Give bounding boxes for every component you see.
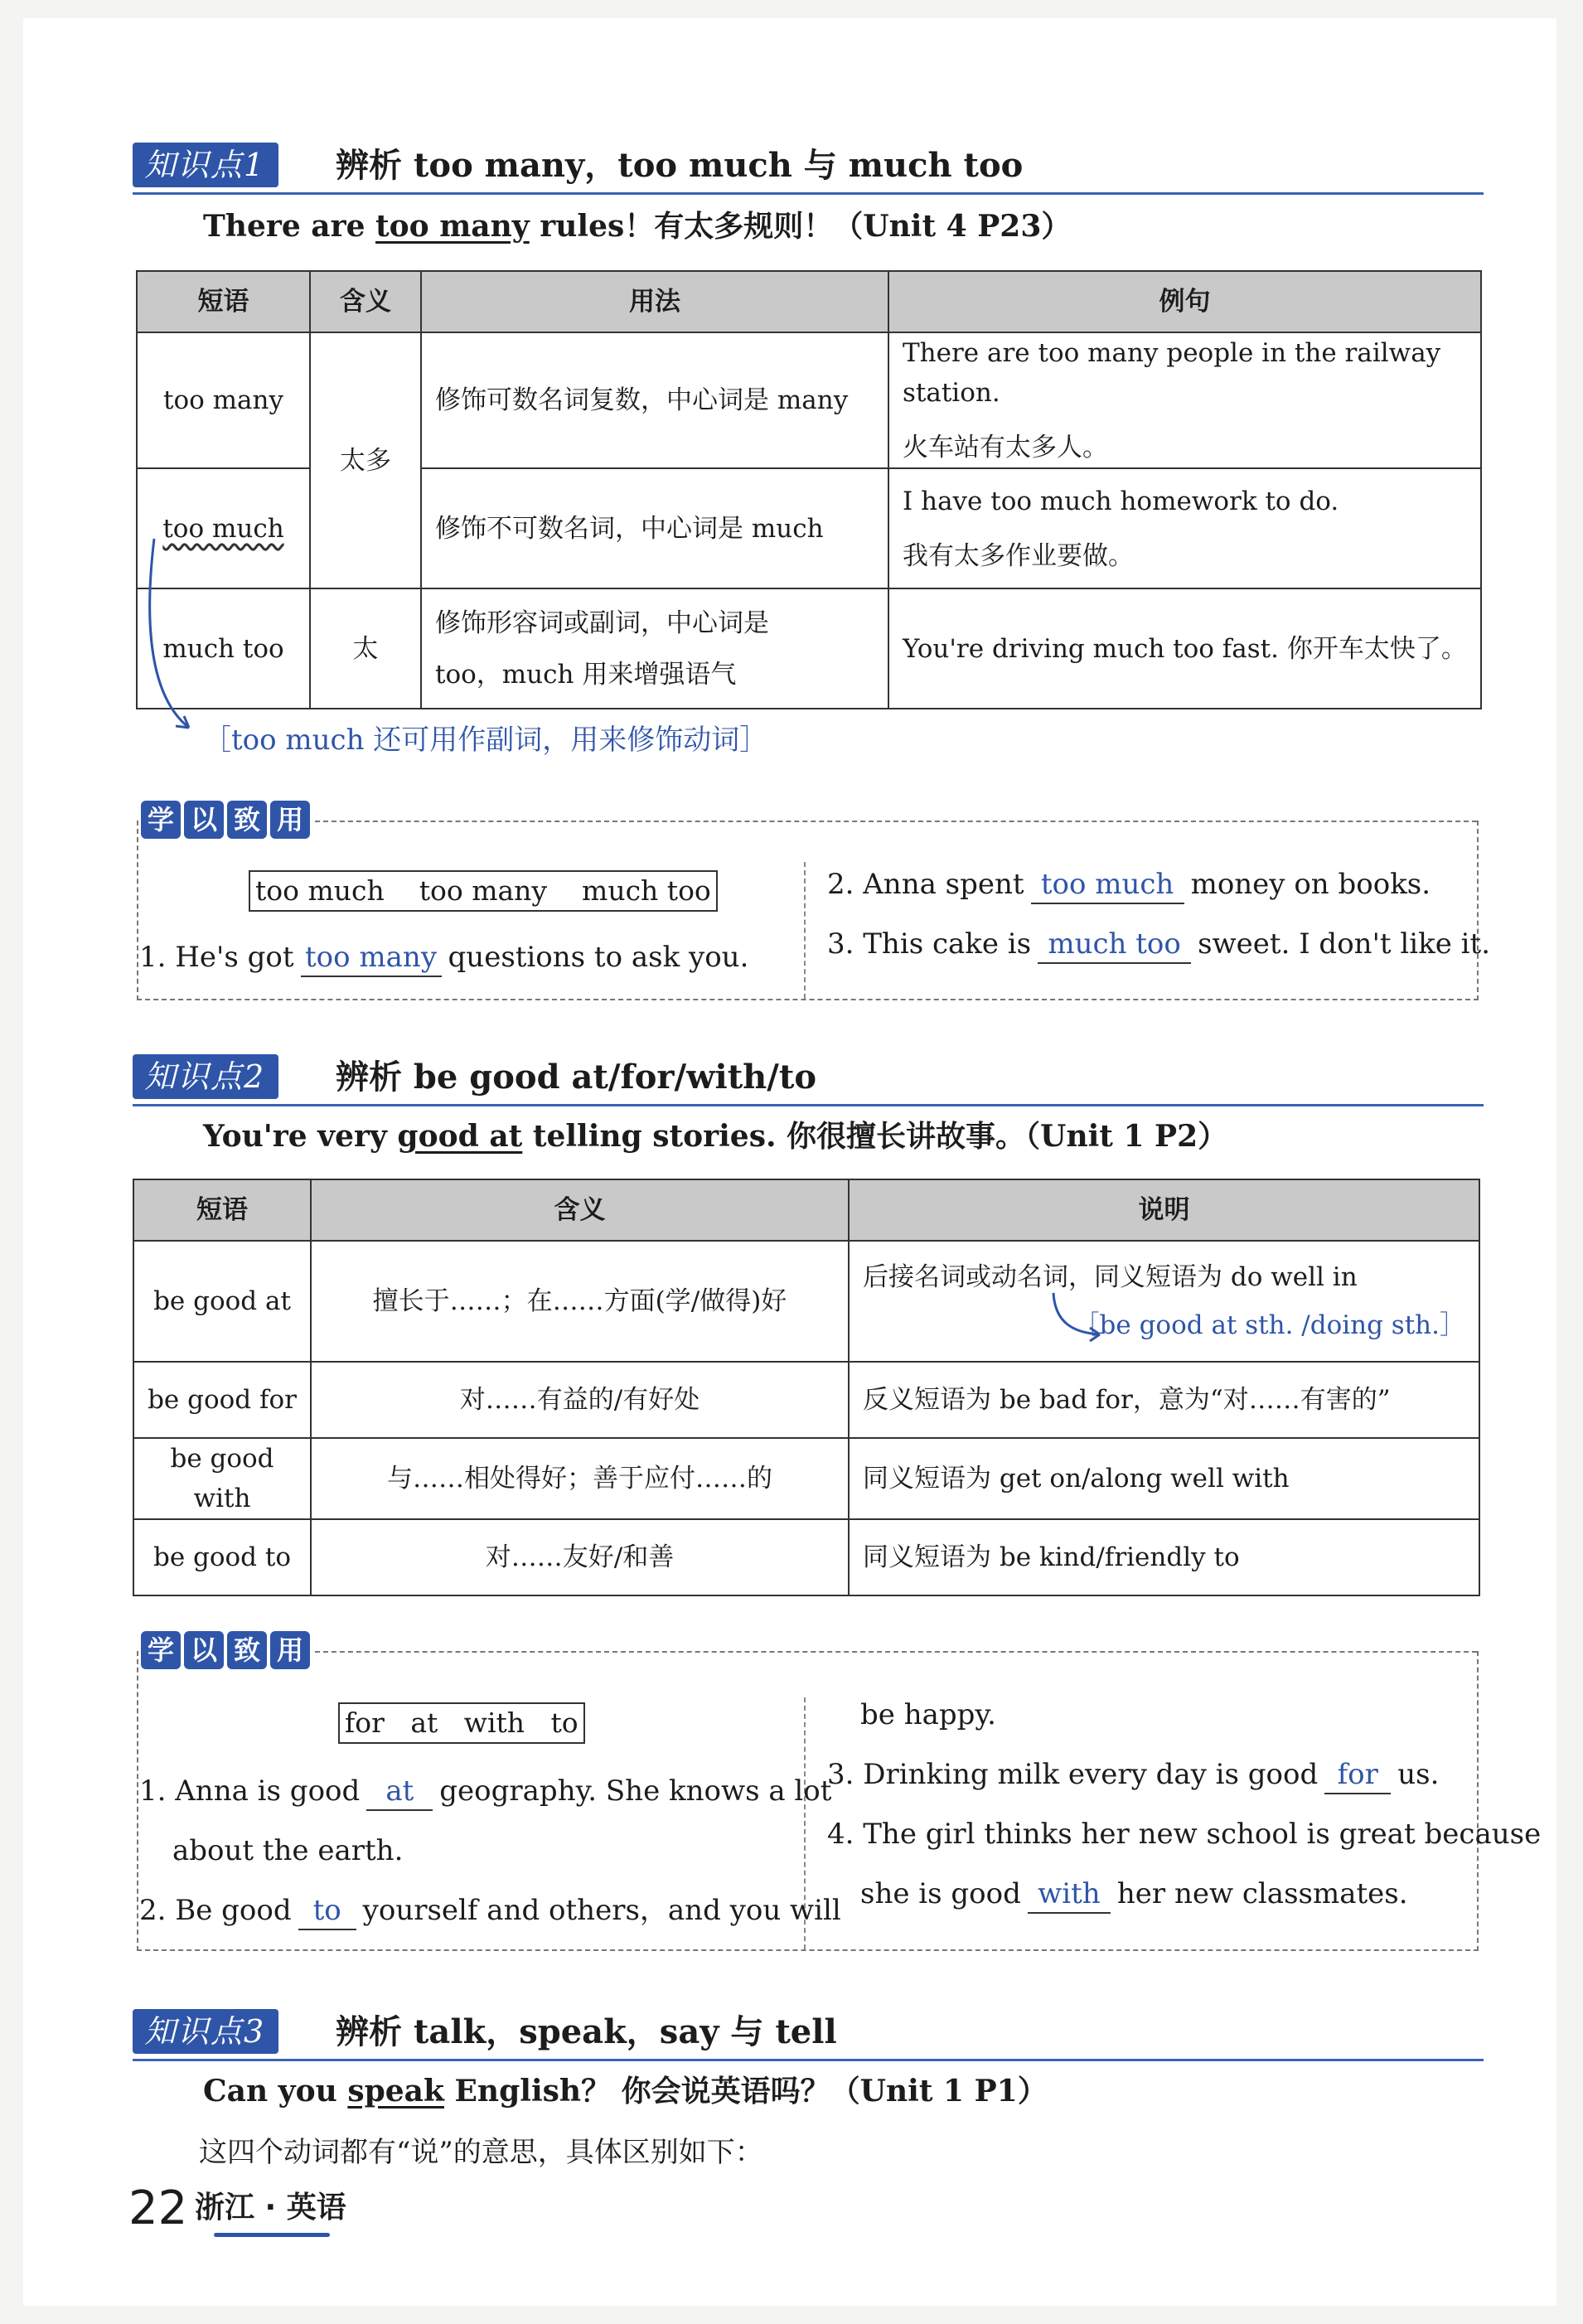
phrase-cell: be good to	[133, 1519, 311, 1595]
note-cell: 同义短语为 be kind/friendly to	[849, 1519, 1479, 1595]
meaning-cell: 太	[310, 588, 421, 709]
kp1-note: ［too much 还可用作副词，用来修饰动词］	[203, 724, 768, 757]
practice1-word-bank: too much too many much too	[249, 870, 718, 912]
kp1-table	[136, 270, 1482, 709]
table-row	[137, 588, 1481, 709]
kp2-table	[133, 1179, 1480, 1596]
kp1-header	[133, 139, 1484, 195]
kp1-header-example: 例句	[888, 271, 1481, 332]
practice2-q2-cont: be happy.	[860, 1698, 996, 1731]
practice2-q1-cont: about the earth.	[172, 1834, 404, 1867]
kp2-header-phrase: 短语	[133, 1179, 311, 1241]
practice2-top-line	[315, 1651, 1477, 1653]
arrow-icon	[141, 530, 207, 738]
answer-blank[interactable]: to	[298, 1892, 356, 1930]
phrase-cell: be good with	[133, 1438, 311, 1519]
table-row	[137, 332, 1481, 468]
practice2-q1: 1. Anna is good at geography. She knows a lot	[139, 1770, 831, 1812]
phrase-cell: too many	[137, 332, 310, 468]
footer-label: 浙江 · 英语	[195, 2191, 346, 2225]
practice1-divider	[804, 862, 806, 999]
practice2-tag: 学 以 致 用	[141, 1631, 310, 1669]
usage-cell: 修饰形容词或副词，中心词是 too，much 用来增强语气	[421, 588, 888, 709]
meaning-cell: 擅长于……；在……方面(学/做得)好	[311, 1241, 849, 1362]
example-cell: I have too much homework to do. 我有太多作业要做。	[888, 468, 1481, 588]
phrase-cell: too much	[137, 468, 310, 588]
table-row	[133, 1438, 1479, 1519]
footer-underline	[214, 2233, 330, 2237]
table-row	[133, 1362, 1479, 1438]
note-cell: 后接名词或动名词，同义短语为 do well in ［be good at sth. /doing sth.］	[849, 1241, 1479, 1362]
practice1-q3: 3. This cake is much too sweet. I don't like it.	[827, 923, 1490, 965]
practice1-tag: 学 以 致 用	[141, 801, 310, 839]
kp1-header-meaning: 含义	[310, 271, 421, 332]
kp3-title: 辨析 talk，speak，say 与 tell	[336, 2012, 837, 2051]
kp2-header-meaning: 含义	[311, 1179, 849, 1241]
meaning-cell: 太多	[310, 332, 421, 588]
example-cell: You're driving much too fast. 你开车太快了。	[888, 588, 1481, 709]
practice1-top-line	[315, 821, 1477, 822]
kp2-header-note: 说明	[849, 1179, 1479, 1241]
note-cell: 同义短语为 get on/along well with	[849, 1438, 1479, 1519]
kp1-header-usage: 用法	[421, 271, 888, 332]
usage-cell: 修饰可数名词复数，中心词是 many	[421, 332, 888, 468]
kp3-example: Can you speak English？ 你会说英语吗？（Unit 1 P1）	[203, 2074, 1048, 2109]
answer-blank[interactable]: much too	[1038, 926, 1191, 964]
table-row	[133, 1519, 1479, 1595]
practice2-q4: 4. The girl thinks her new school is great because	[827, 1818, 1542, 1851]
phrase-cell: be good at	[133, 1241, 311, 1362]
answer-blank[interactable]: at	[366, 1773, 433, 1811]
practice2-word-bank: for at with to	[338, 1702, 585, 1744]
note-cell: 反义短语为 be bad for，意为“对……有害的”	[849, 1362, 1479, 1438]
practice1-q2: 2. Anna spent too much money on books.	[827, 864, 1431, 905]
kp1-example: There are too many rules！有太多规则！（Unit 4 P23）	[203, 209, 1072, 244]
meaning-cell: 对……有益的/有好处	[311, 1362, 849, 1438]
kp1-title: 辨析 too many，too much 与 much too	[336, 146, 1024, 185]
practice2-q3: 3. Drinking milk every day is good for us.	[827, 1754, 1439, 1795]
kp1-badge: 知识点1	[133, 143, 278, 187]
kp3-badge: 知识点3	[133, 2009, 278, 2054]
kp2-header	[133, 1051, 1484, 1106]
answer-blank[interactable]: for	[1324, 1756, 1391, 1794]
kp3-intro: 这四个动词都有“说”的意思，具体区别如下：	[199, 2136, 763, 2169]
meaning-cell: 对……友好/和善	[311, 1519, 849, 1595]
answer-blank[interactable]: too many	[301, 939, 442, 977]
kp1-header-phrase: 短语	[137, 271, 310, 332]
kp2-title: 辨析 be good at/for/with/to	[336, 1058, 817, 1097]
phrase-cell: much too	[137, 588, 310, 709]
kp3-header	[133, 2006, 1484, 2061]
example-cell: There are too many people in the railway station. 火车站有太多人。	[888, 332, 1481, 468]
page-number: 22	[128, 2181, 188, 2235]
practice1-q1: 1. He's got too many questions to ask you.	[139, 937, 748, 978]
kp2-example: You're very good at telling stories. 你很擅长讲故事。（Unit 1 P2）	[203, 1119, 1228, 1154]
answer-blank[interactable]: too much	[1031, 866, 1184, 904]
practice2-q2: 2. Be good to yourself and others，and you will	[139, 1890, 841, 1931]
table-row	[133, 1241, 1479, 1362]
answer-blank[interactable]: with	[1028, 1876, 1111, 1914]
arrow-icon	[1048, 1290, 1115, 1348]
usage-cell: 修饰不可数名词，中心词是 much	[421, 468, 888, 588]
kp2-badge: 知识点2	[133, 1054, 278, 1099]
phrase-cell: be good for	[133, 1362, 311, 1438]
meaning-cell: 与……相处得好；善于应付……的	[311, 1438, 849, 1519]
practice2-q4-cont: she is good with her new classmates.	[860, 1873, 1408, 1915]
